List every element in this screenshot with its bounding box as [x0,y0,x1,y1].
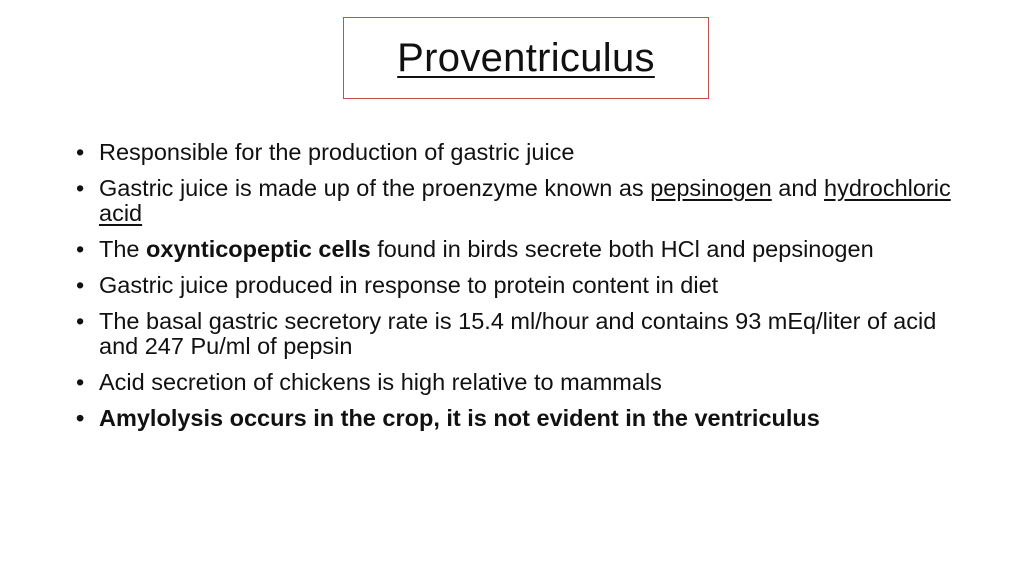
bullet-text: Amylolysis occurs in the crop, it is not evident in the ventriculus [99,405,820,431]
bullet-item-protein-response [72,273,952,298]
bullet-text: Responsible for the production of gastric juice [99,139,575,165]
bullet-item-gastric-juice-production [72,140,952,165]
bullet-list [72,140,952,442]
bullet-text: Gastric juice is made up of the proenzyme known as [99,175,651,201]
title-box [343,17,709,99]
bullet-item-amylolysis [72,406,952,431]
bullet-item-acid-secretion [72,370,952,395]
bullet-glyph: • [76,272,85,298]
bullet-glyph: • [76,308,85,334]
bullet-text: found in birds secrete both HCl and pepsinogen [370,236,874,262]
bullet-glyph: • [76,405,85,431]
term-oxynticopeptic-cells: oxynticopeptic cells [146,236,371,262]
bullet-glyph: • [76,175,85,201]
bullet-glyph: • [76,369,85,395]
bullet-glyph: • [76,139,85,165]
bullet-text: The [99,236,147,262]
term-pepsinogen: pepsinogen [650,175,772,201]
bullet-text: and [771,175,825,201]
bullet-text: The basal gastric secretory rate is 15.4 ml/hour and contains 93 mEq/liter of acid and 247 Pu/ml of pepsin [99,308,937,359]
bullet-text: Acid secretion of chickens is high relative to mammals [99,369,662,395]
slide-title: Proventriculus [397,35,655,80]
bullet-glyph: • [76,236,85,262]
bullet-item-gastric-juice-composition [72,176,952,226]
term-hydrochloric-acid: hydrochloric acid [99,175,951,226]
bullet-text: Gastric juice produced in response to protein content in diet [99,272,719,298]
bullet-item-basal-secretory-rate [72,309,952,359]
bullet-item-oxynticopeptic-cells [72,237,952,262]
